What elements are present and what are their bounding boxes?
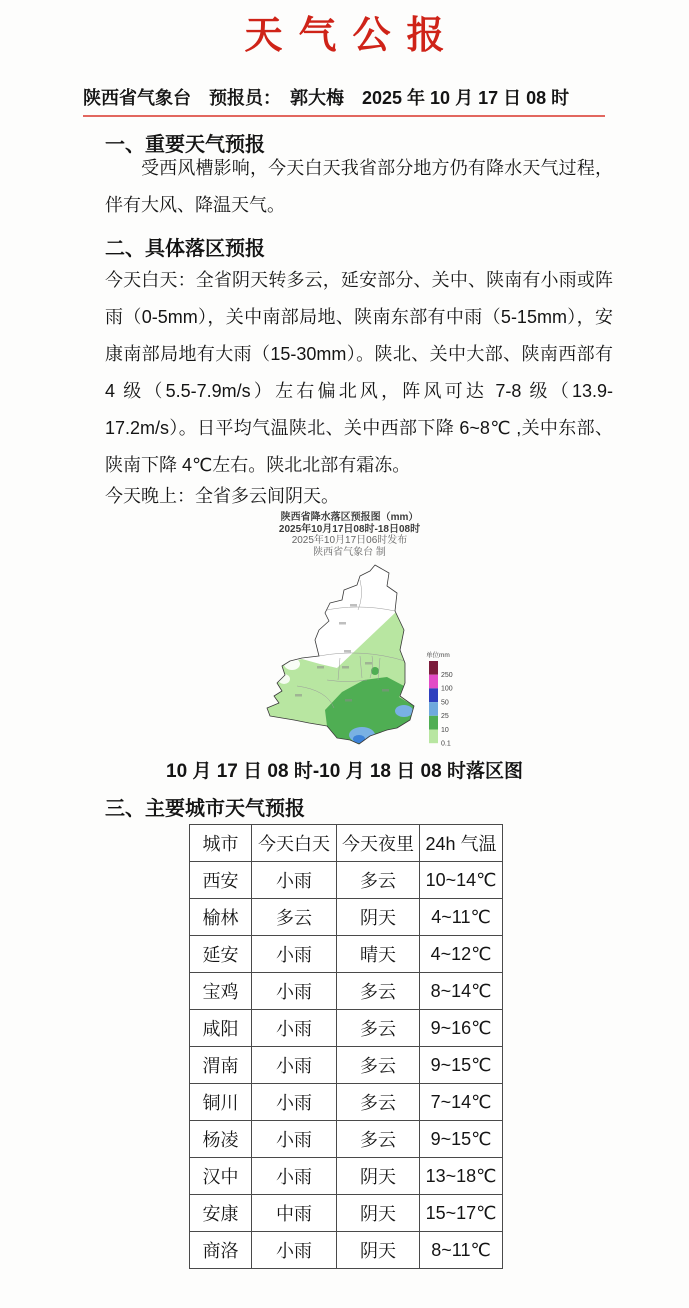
col-header-night: 今天夜里 xyxy=(337,825,420,862)
legend-swatch-50 xyxy=(429,688,438,702)
table-cell: 阴天 xyxy=(337,899,420,936)
map-producer: 陕西省气象台 制 xyxy=(313,546,386,558)
legend-label: 25 xyxy=(441,713,449,721)
table-cell: 多云 xyxy=(337,862,420,899)
legend-title: 单位mm xyxy=(426,652,450,659)
table-cell: 小雨 xyxy=(252,1158,337,1195)
table-cell: 西安 xyxy=(190,862,252,899)
table-cell: 小雨 xyxy=(252,973,337,1010)
section-2-paragraph-night: 今天晚上：全省多云间阴天。 xyxy=(105,486,339,506)
table-cell: 小雨 xyxy=(252,936,337,973)
table-cell: 多云 xyxy=(337,973,420,1010)
shaanxi-precipitation-map xyxy=(222,558,477,763)
table-cell: 咸阳 xyxy=(190,1010,252,1047)
table-cell: 小雨 xyxy=(252,1232,337,1269)
map-caption: 10 月 17 日 08 时-10 月 18 日 08 时落区图 xyxy=(166,761,523,782)
table-cell: 小雨 xyxy=(252,862,337,899)
table-cell: 7~14℃ xyxy=(420,1084,503,1121)
map-period: 2025年10月17日08时-18日08时 xyxy=(278,523,421,535)
page-title: 天气公报 xyxy=(244,15,461,57)
map-title: 陕西省降水落区预报图（mm） xyxy=(280,512,419,523)
table-cell: 阴天 xyxy=(337,1232,420,1269)
legend-swatch-25 xyxy=(429,702,438,716)
table-header-row xyxy=(190,825,503,862)
section-3-heading: 三、主要城市天气预报 xyxy=(105,798,305,820)
table-cell: 宝鸡 xyxy=(190,973,252,1010)
table-cell: 中雨 xyxy=(252,1195,337,1232)
table-cell: 4~12℃ xyxy=(420,936,503,973)
precipitation-map-figure xyxy=(222,512,477,768)
legend-swatch-100 xyxy=(429,675,438,689)
table-cell: 榆林 xyxy=(190,899,252,936)
table-cell: 铜川 xyxy=(190,1084,252,1121)
map-title-block xyxy=(222,512,477,558)
table-row xyxy=(190,1047,503,1084)
table-row xyxy=(190,862,503,899)
table-cell: 杨凌 xyxy=(190,1121,252,1158)
table-row xyxy=(190,1010,503,1047)
table-cell: 小雨 xyxy=(252,1084,337,1121)
table-cell: 9~15℃ xyxy=(420,1121,503,1158)
table-cell: 9~16℃ xyxy=(420,1010,503,1047)
table-row xyxy=(190,973,503,1010)
table-cell: 小雨 xyxy=(252,1121,337,1158)
legend-label: 50 xyxy=(441,699,449,707)
legend-label: 250 xyxy=(441,672,453,679)
section-2-heading: 二、具体落区预报 xyxy=(105,238,265,260)
table-cell: 渭南 xyxy=(190,1047,252,1084)
legend-label: 10 xyxy=(441,726,449,734)
table-body xyxy=(190,862,503,1269)
issuer-line: 陕西省气象台 预报员： 郭大梅 2025 年 10 月 17 日 08 时 xyxy=(83,84,605,117)
table-row xyxy=(190,1121,503,1158)
col-header-temp: 24h 气温 xyxy=(420,825,503,862)
legend-swatch-250 xyxy=(429,661,438,675)
section-1-paragraph: 受西风槽影响，今天白天我省部分地方仍有降水天气过程，伴有大风、降温天气。 xyxy=(105,158,613,215)
col-header-city: 城市 xyxy=(190,825,252,862)
table-cell: 多云 xyxy=(337,1010,420,1047)
table-cell: 8~14℃ xyxy=(420,973,503,1010)
map-issued-time: 2025年10月17日06时发布 xyxy=(291,535,408,546)
table-cell: 阴天 xyxy=(337,1195,420,1232)
table-cell: 多云 xyxy=(337,1047,420,1084)
col-header-day: 今天白天 xyxy=(252,825,337,862)
table-cell: 阴天 xyxy=(337,1158,420,1195)
legend-label: 0.1 xyxy=(441,740,451,748)
table-cell: 13~18℃ xyxy=(420,1158,503,1195)
section-2-paragraph-day: 今天白天：全省阴天转多云，延安部分、关中、陕南有小雨或阵雨（0-5mm），关中南部局地、陕南东部有中雨（5-15mm），安康南部局地有大雨（15-30mm）。陕北、关中大部、陕南西部有 4 级（5.5-7.9m/s）左右偏北风，阵风可达 7-8 级（13.9-17.2m/s）。日平均气温陕北、关中西部下降 6~8℃ ,关中东部、陕南下降 4℃左右。陕北北部有霜冻。 xyxy=(105,270,613,475)
table-row xyxy=(190,936,503,973)
table-cell: 8~11℃ xyxy=(420,1232,503,1269)
table-row xyxy=(190,1232,503,1269)
table-cell: 商洛 xyxy=(190,1232,252,1269)
table-cell: 10~14℃ xyxy=(420,862,503,899)
map-region-heavy-rain xyxy=(395,705,413,717)
table-row xyxy=(190,1195,503,1232)
table-cell: 多云 xyxy=(337,1084,420,1121)
legend-swatch-01 xyxy=(429,730,438,744)
table-cell: 小雨 xyxy=(252,1047,337,1084)
table-cell: 晴天 xyxy=(337,936,420,973)
table-row xyxy=(190,1084,503,1121)
table-cell: 延安 xyxy=(190,936,252,973)
table-cell: 多云 xyxy=(252,899,337,936)
table-cell: 安康 xyxy=(190,1195,252,1232)
table-cell: 汉中 xyxy=(190,1158,252,1195)
table-cell: 4~11℃ xyxy=(420,899,503,936)
legend-swatch-10 xyxy=(429,716,438,730)
city-forecast-table xyxy=(189,824,503,1269)
legend-label: 100 xyxy=(441,685,453,693)
table-row xyxy=(190,899,503,936)
table-cell: 多云 xyxy=(337,1121,420,1158)
map-region-no-rain-patch xyxy=(284,658,300,670)
section-1-heading: 一、重要天气预报 xyxy=(105,134,265,156)
table-cell: 小雨 xyxy=(252,1010,337,1047)
map-legend xyxy=(426,650,453,748)
table-cell: 15~17℃ xyxy=(420,1195,503,1232)
table-row xyxy=(190,1158,503,1195)
table-cell: 9~15℃ xyxy=(420,1047,503,1084)
